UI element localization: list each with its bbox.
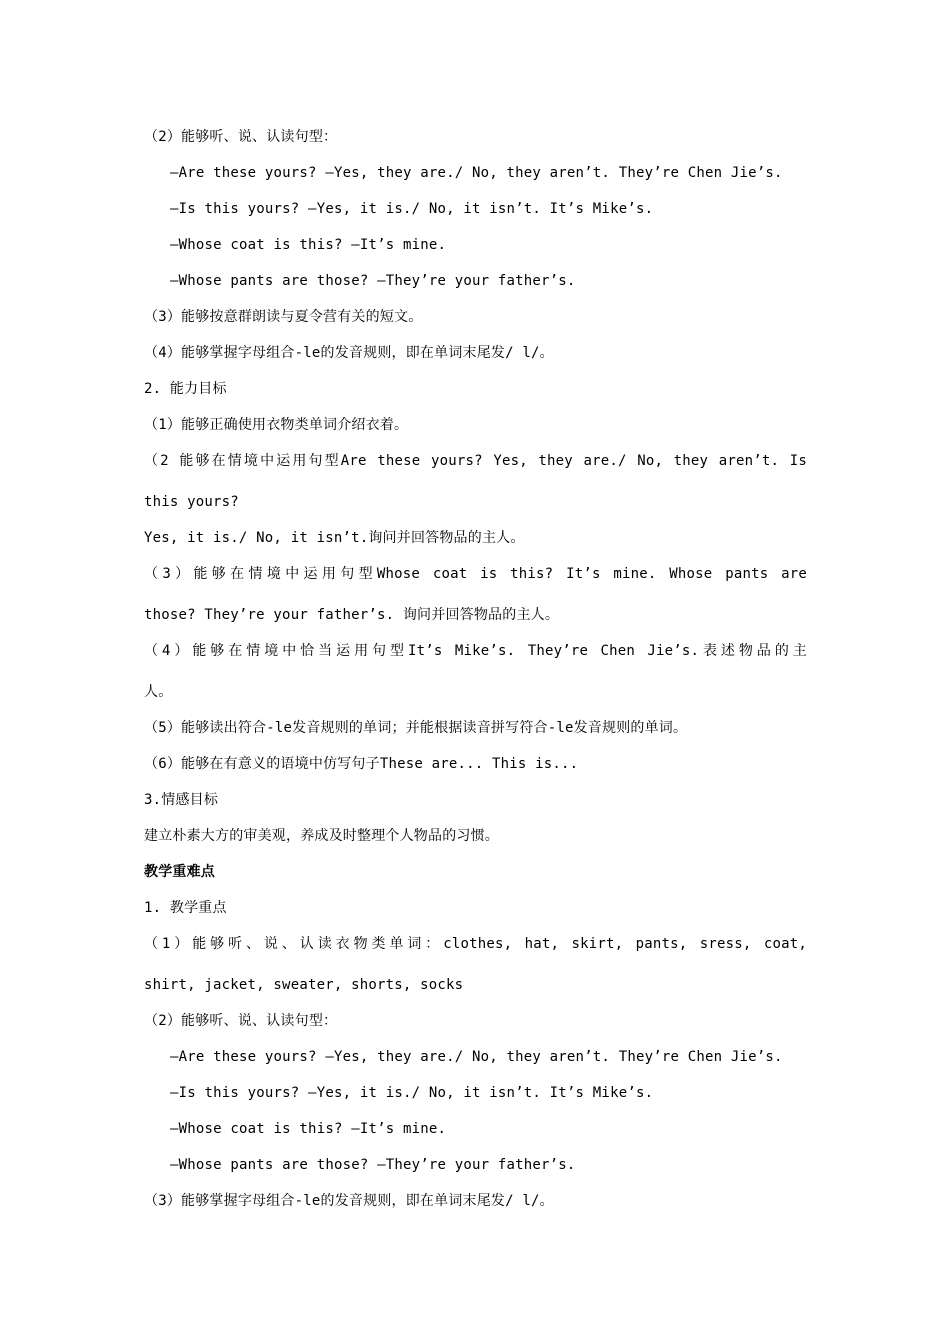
objective-line: （1）能够正确使用衣物类单词介绍衣着。	[144, 417, 409, 433]
objective-line: 人。	[144, 684, 173, 700]
objective-line: shirt, jacket, sweater, shorts, socks	[144, 977, 464, 993]
objective-line: （4）能够在情境中恰当运用句型It’s Mike’s. They’re Chen Jie’s.表述物品的主	[144, 643, 807, 659]
objective-line: （2）能够听、说、认读句型：	[144, 1013, 338, 1029]
dialogue-line: —Are these yours? —Yes, they are./ No, they aren’t. They’re Chen Jie’s.	[170, 165, 783, 181]
section-title: 教学重难点	[144, 864, 215, 880]
objective-line: those? They’re your father’s. 询问并回答物品的主人。	[144, 607, 560, 623]
objective-line: （3）能够按意群朗读与夏令营有关的短文。	[144, 309, 423, 325]
objective-line: （3）能够在情境中运用句型Whose coat is this? It’s mine. Whose pants are	[144, 566, 807, 582]
section-heading: 3.情感目标	[144, 792, 219, 808]
objective-line: （3）能够掌握字母组合-le的发音规则，即在单词末尾发/ l/。	[144, 1193, 554, 1209]
objective-line: （1）能够听、说、认读衣物类单词：clothes, hat, skirt, pants, sress, coat,	[144, 936, 807, 952]
section-heading: 2. 能力目标	[144, 381, 227, 397]
dialogue-line: —Whose coat is this? —It’s mine.	[170, 237, 447, 253]
dialogue-line: —Whose coat is this? —It’s mine.	[170, 1121, 447, 1137]
dialogue-line: —Whose pants are those? —They’re your father’s.	[170, 273, 576, 289]
objective-line: （6）能够在有意义的语境中仿写句子These are... This is...	[144, 756, 579, 772]
objective-line: （4）能够掌握字母组合-le的发音规则，即在单词末尾发/ l/。	[144, 345, 554, 361]
objective-line: this yours?	[144, 494, 239, 510]
objective-line: （2 能够在情境中运用句型Are these yours? Yes, they are./ No, they aren’t. Is	[144, 453, 807, 469]
objective-line: Yes, it is./ No, it isn’t.询问并回答物品的主人。	[144, 530, 525, 546]
dialogue-line: —Is this yours? —Yes, it is./ No, it isn’t. It’s Mike’s.	[170, 201, 654, 217]
dialogue-line: —Is this yours? —Yes, it is./ No, it isn’t. It’s Mike’s.	[170, 1085, 654, 1101]
section-heading: 1. 教学重点	[144, 900, 227, 916]
objective-line: （2）能够听、说、认读句型：	[144, 129, 338, 145]
dialogue-line: —Are these yours? —Yes, they are./ No, they aren’t. They’re Chen Jie’s.	[170, 1049, 783, 1065]
dialogue-line: —Whose pants are those? —They’re your father’s.	[170, 1157, 576, 1173]
objective-line: 建立朴素大方的审美观，养成及时整理个人物品的习惯。	[144, 828, 499, 844]
objective-line: （5）能够读出符合-le发音规则的单词；并能根据读音拼写符合-le发音规则的单词。	[144, 720, 688, 736]
